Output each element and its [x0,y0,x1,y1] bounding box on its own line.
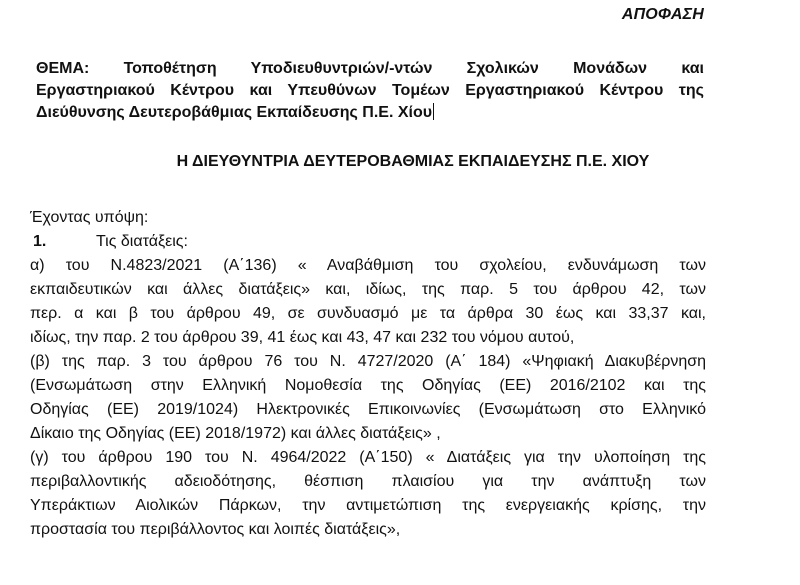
list-item-text: Τις διατάξεις: [96,233,188,250]
subject-line-3 [36,102,704,124]
body-line: περιβαλλοντικής αδειοδότησης, θέσπιση πλαισίου για την ανάπτυξη των [30,473,706,490]
body-line: ιδίως, την παρ. 2 του άρθρου 39, 41 έως και 43, 47 και 232 του νόμου αυτού, [30,329,575,346]
subject-line-2: Εργαστηριακού Κέντρου και Υπευθύνων Τομέων Εργαστηριακού Κέντρου της [36,82,704,99]
list-item-number: 1. [33,233,47,250]
body-line: (Ενσωμάτωση στην Ελληνική Νομοθεσία της Οδηγίας (ΕΕ) 2016/2102 και της [30,377,706,394]
body-line: περ. α και β του άρθρου 49, σε συνδυασμό με τα άρθρα 30 έως και 33,37 και, [30,305,706,322]
body-line: εκπαιδευτικών και άλλες διατάξεις» και, ιδίως, της παρ. 5 του άρθρου 42, των [30,281,706,298]
subject-line-1: ΘΕΜΑ: Τοποθέτηση Υποδιευθυντριών/-ντών Σχολικών Μονάδων και [36,60,704,77]
body-line: Οδηγίας (ΕΕ) 2019/1024) Ηλεκτρονικές Επικοινωνίες (Ενσωμάτωση στο Ελληνικό [30,401,706,418]
body-line: Δίκαιο της Οδηγίας (ΕΕ) 2018/1972) και άλλες διατάξεις» , [30,425,441,442]
considering-line: Έχοντας υπόψη: [30,209,149,226]
document-body [30,206,706,542]
body-line: προστασία του περιβάλλοντος και λοιπές διατάξεις», [30,521,401,538]
body-line: Υπεράκτιων Αιολικών Πάρκων, την αντιμετώπιση της ενεργειακής κρίσης, την [30,497,706,514]
director-title: Η ΔΙΕΥΘΥΝΤΡΙΑ ΔΕΥΤΕΡΟΒΑΘΜΙΑΣ ΕΚΠΑΙΔΕΥΣΗΣ Π.Ε. ΧΙΟΥ [176,153,650,170]
list-item-1 [30,230,706,254]
body-line: (γ) του άρθρου 190 του Ν. 4964/2022 (Α΄150) « Διατάξεις για την υλοποίηση της [30,449,706,466]
body-line: (β) της παρ. 3 του άρθρου 76 του Ν. 4727/2020 (Α΄ 184) «Ψηφιακή Διακυβέρνηση [30,353,706,370]
subject-line-3-text: Διεύθυνσης Δευτεροβάθμιας Εκπαίδευσης Π.Ε. Χίου [36,104,433,121]
text-cursor [433,103,434,120]
body-line: α) του Ν.4823/2021 (Α΄136) « Αναβάθμιση του σχολείου, ενδυνάμωση των [30,257,706,274]
subject-block [36,58,704,124]
decision-heading: ΑΠΟΦΑΣΗ [621,6,704,23]
